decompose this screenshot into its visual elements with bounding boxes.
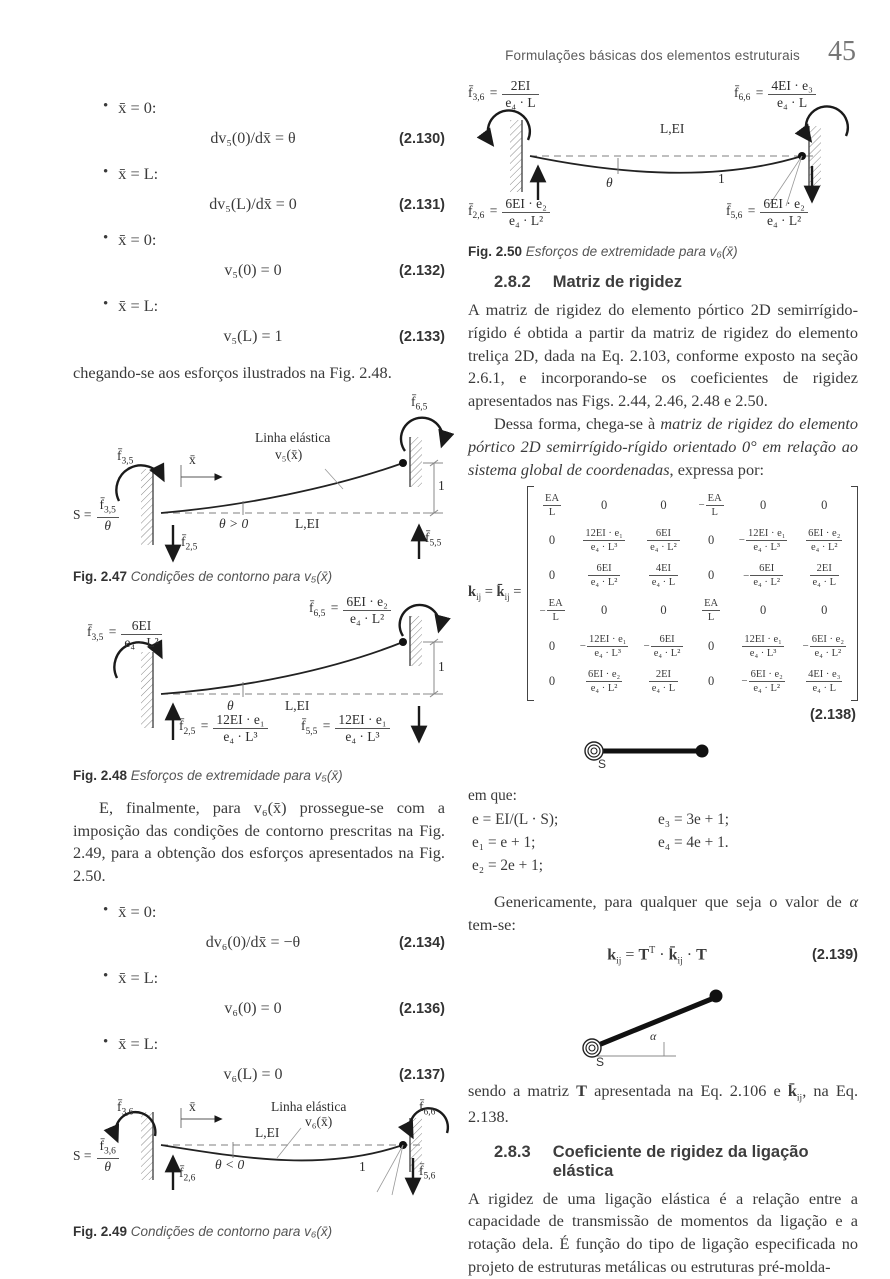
equation-2-139 xyxy=(468,945,858,967)
equation: v₅(L) = 1 xyxy=(223,328,283,345)
equation: dv₅(0)/dx̄ = θ xyxy=(210,130,296,147)
alpha-angle-label: α xyxy=(650,1029,657,1044)
force-label: $f̄_{5,5}$ = $\frac{\text{12EI · e₁}}{\text{e₄ · L³}}$ xyxy=(301,712,390,745)
matrix-cell: 0 xyxy=(548,638,556,653)
force-label: $f̄_{2,6}$ = $\frac{\text{6EI · e₂}}{\text{e₄ · L²}}$ xyxy=(468,196,550,229)
condition-bullet xyxy=(73,968,445,988)
matrix-cell: 0 xyxy=(759,497,767,512)
equation-number: (2.139) xyxy=(812,947,858,964)
paragraph: Dessa forma, chega-se à matriz de rigidez do elemento pórtico 2D semirrígido-rígido orientado 0° em relação ao sistema global de coordenadas, expressa por: xyxy=(468,414,858,479)
matrix-cell: 4EI · e₃ e₄ · L xyxy=(808,668,841,694)
equation-row xyxy=(73,196,445,214)
equation-number: (2.136) xyxy=(399,1001,445,1018)
equation-row xyxy=(73,1000,445,1018)
paragraph: chegando-se aos esforços ilustrados na Fig. 2.48. xyxy=(73,363,392,382)
matrix-cell: 0 xyxy=(821,603,828,618)
running-head xyxy=(505,36,856,68)
condition-bullet xyxy=(73,230,445,250)
matrix-cell: 0 xyxy=(707,532,715,547)
bullet-icon: • xyxy=(103,296,109,312)
paragraph: Genericamente, para qualquer que seja o valor de α tem-se: xyxy=(468,892,858,934)
fig-2-47-diagram xyxy=(73,393,445,567)
section-heading-2-8-3 xyxy=(468,1143,858,1181)
condition-bullet xyxy=(73,296,445,316)
definitions-col-2 xyxy=(658,811,729,875)
equation-number: (2.131) xyxy=(399,197,445,213)
equation-number: (2.133) xyxy=(399,329,445,345)
definitions-block xyxy=(468,787,858,875)
matrix-cell: 0 xyxy=(600,603,608,618)
condition-bullet xyxy=(73,902,445,922)
equation: v₅(0) = 0 xyxy=(224,262,282,279)
beam-diagram-svg xyxy=(73,393,445,567)
stiffness-matrix-grid xyxy=(534,486,851,702)
matrix-cell: 0 xyxy=(660,603,667,618)
matrix-cell: 0 xyxy=(548,673,556,688)
span-label: L,EI xyxy=(285,697,310,713)
force-label: $f̄_{5,6}$ xyxy=(419,1163,436,1182)
moment-label: $f̄_{3,5}$ xyxy=(117,447,134,467)
condition-label: x̄ = 0: xyxy=(118,230,157,249)
matrix-cell: − $\frac{6EI}{\text{e₄ · L²}}$ xyxy=(644,633,684,660)
element-sketch-horizontal xyxy=(578,729,748,775)
matrix-cell: EA L xyxy=(704,598,719,624)
spring-stiffness-label: S = $\frac{f̄_{3,6}}{\theta}$ xyxy=(73,1138,119,1175)
moment-label: $f̄_{6,6}$ xyxy=(419,1099,436,1118)
equation-row xyxy=(73,262,445,280)
fig-2-49-diagram xyxy=(73,1100,445,1222)
figure-caption: Fig. 2.50 Esforços de extremidade para v₆(x̄) xyxy=(468,244,738,259)
condition-bullet xyxy=(73,164,445,184)
equation-number: (2.134) xyxy=(399,935,445,952)
moment-label: $f̄_{6,5}$ xyxy=(411,393,428,413)
matrix-cell: 2EI e₄ · L xyxy=(810,562,839,589)
equation-row xyxy=(73,1066,445,1084)
stiffness-matrix-equation xyxy=(468,486,858,702)
matrix-lhs: $k_{ij}$ = $k̄_{ij}$ = xyxy=(468,584,522,603)
matrix-cell: EA L xyxy=(545,492,560,518)
matrix-cell: − $\frac{\text{6EI · e₂}}{\text{e₄ · L²}}$ xyxy=(741,668,783,694)
matrix-cell: 0 xyxy=(707,568,715,583)
elastic-line-label: Linha elástica xyxy=(271,1099,347,1115)
equation: $k_{ij} = T^T$ · $k̄_{ij} \cdot T$ xyxy=(607,944,707,967)
equation-row xyxy=(73,328,445,346)
condition-label: x̄ = L: xyxy=(118,968,159,988)
matrix-cell: 12EI · e₁ e₄ · L³ xyxy=(585,527,623,553)
x-axis-label: x̄ xyxy=(189,1099,196,1115)
matrix-cell: − $\frac{6EI}{\text{e₄ · L²}}$ xyxy=(743,562,783,589)
matrix-cell: 12EI · e₁ e₄ · L³ xyxy=(744,633,782,659)
unit-dim-label: 1 xyxy=(438,477,445,493)
paragraph: E, finalmente, para v₆(x̄) prossegue-se com a imposição das condições de contorno prescritas na Fig. 2.49, para a obtenção dos esforços apresentados na Fig. 2.50. xyxy=(73,797,445,886)
matrix-cell: 0 xyxy=(707,673,715,688)
unit-dim-label: 1 xyxy=(438,658,445,674)
theta-label: θ xyxy=(227,697,234,713)
matrix-cell: 0 xyxy=(600,497,608,512)
moment-label: $f̄_{3,6}$ = $\frac{2EI}{\text{e₄ · L}}$ xyxy=(468,78,539,111)
span-label: L,EI xyxy=(295,515,320,531)
fig-2-50-diagram xyxy=(468,78,858,242)
matrix-cell: 6EI · e₂ e₄ · L² xyxy=(808,527,841,553)
equation: dv₅(L)/dx̄ = 0 xyxy=(209,196,297,213)
bullet-icon: • xyxy=(103,164,109,180)
equation: dv₆(0)/dx̄ = −θ xyxy=(205,934,301,952)
matrix-cell: 2EI e₄ · L xyxy=(649,668,678,695)
running-title: Formulações básicas dos elementos estruturais xyxy=(505,48,800,63)
boundary-conditions-v5 xyxy=(73,98,445,346)
spring-stiffness-label: S = $\frac{f̄_{3,5}}{\theta}$ xyxy=(73,497,119,534)
elastic-line-fn: v₆(x̄) xyxy=(305,1114,333,1130)
definition: e₁ = e + 1; xyxy=(472,834,536,851)
condition-label: x̄ = L: xyxy=(118,164,159,183)
figure-caption: Fig. 2.49 Condições de contorno para v₆(x̄) xyxy=(73,1224,333,1240)
force-label: $f̄_{2,5}$ = $\frac{\text{12EI · e₁}}{\text{e₄ · L³}}$ xyxy=(179,712,268,745)
matrix-cell: − $\frac{EA}{L}$ xyxy=(539,598,563,624)
definitions-intro: em que: xyxy=(468,787,517,804)
bullet-icon: • xyxy=(103,968,109,985)
equation-row xyxy=(73,130,445,148)
matrix-cell: − $\frac{EA}{L}$ xyxy=(698,492,722,518)
theta-label: θ > 0 xyxy=(219,515,249,531)
beam-diagram-svg xyxy=(73,1100,445,1222)
matrix-cell: 0 xyxy=(759,603,767,618)
bullet-icon: • xyxy=(103,1034,109,1051)
force-label: $f̄_{2,5}$ xyxy=(181,533,198,553)
theta-label: θ < 0 xyxy=(215,1157,245,1173)
equation-number: (2.138) xyxy=(810,707,856,723)
boundary-conditions-v6 xyxy=(73,902,445,1084)
definition: e₃ = 3e + 1; xyxy=(658,811,730,828)
matrix-cell: 0 xyxy=(548,532,556,547)
paragraph: A matriz de rigidez do elemento pórtico 2D semirrígido-rígido é obtida a partir da matriz de rigidez do elemento treliça 2D, dada na Eq. 2.103, conforme exposto na seção 2.6.1, e incorporando-se os coeficientes de rigidez apresentados nas Figs. 2.44, 2.46, 2.48 e 2.50. xyxy=(468,300,858,411)
element-sketch-inclined xyxy=(568,972,758,1072)
matrix-bracket-left xyxy=(527,486,534,702)
force-label: $f̄_{5,5}$ xyxy=(425,529,442,549)
condition-label: x̄ = L: xyxy=(118,296,159,315)
theta-label: θ xyxy=(606,175,613,190)
elastic-line-fn: v₅(x̄) xyxy=(275,446,303,462)
matrix-cell: − $\frac{\text{12EI · e₁}}{\text{e₄ · L³}}$ xyxy=(579,633,627,659)
bullet-icon: • xyxy=(103,98,109,114)
definitions-col-1 xyxy=(472,811,658,875)
equation-row xyxy=(73,934,445,952)
unit-dim-label: 1 xyxy=(718,171,725,186)
page-number: 45 xyxy=(828,36,856,67)
condition-label: x̄ = 0: xyxy=(118,902,157,922)
section-number: 2.8.3 xyxy=(494,1142,531,1161)
span-label: L,EI xyxy=(660,121,685,136)
matrix-cell: − $\frac{\text{12EI · e₁}}{\text{e₄ · L³}}$ xyxy=(738,527,786,553)
condition-bullet xyxy=(73,1034,445,1054)
paragraph: sendo a matriz T apresentada na Eq. 2.106 e $k̄_{ij}$, na Eq. 2.138. xyxy=(468,1081,859,1126)
moment-label: $f̄_{3,6}$ xyxy=(117,1099,134,1118)
equation-number: (2.137) xyxy=(399,1067,445,1084)
right-column xyxy=(468,78,858,1279)
definition: e₂ = 2e + 1; xyxy=(472,857,544,874)
moment-label: $f̄_{3,5}$ = $\frac{6EI}{\text{e₄ · L²}}$ xyxy=(87,618,162,651)
matrix-cell: 0 xyxy=(660,497,667,512)
moment-label: $f̄_{6,5}$ = $\frac{\text{6EI · e₂}}{\text{e₄ · L²}}$ xyxy=(309,594,391,627)
equation-number: (2.130) xyxy=(399,131,445,147)
elastic-line-label: Linha elástica xyxy=(255,429,331,445)
span-label: L,EI xyxy=(255,1125,280,1141)
section-title: Matriz de rigidez xyxy=(552,273,682,291)
definition: e = EI/(L · S); xyxy=(472,811,559,828)
force-label: $f̄_{5,6}$ = $\frac{\text{6EI · e₂}}{\text{e₄ · L²}}$ xyxy=(726,196,808,229)
italic-phrase: matriz de rigidez do elemento pórtico 2D semirrígido-rígido orientado 0° em relação ao sistema global de coordenadas xyxy=(468,414,858,479)
matrix-cell: 6EI · e₂ e₄ · L² xyxy=(587,668,621,694)
force-label: $f̄_{2,6}$ xyxy=(179,1165,196,1184)
matrix-cell: 0 xyxy=(821,497,828,512)
paragraph: A rigidez de uma ligação elástica é a relação entre a capacidade de transmissão de momentos da ligação e a rotação dela. É função do tipo de ligação especificada no projeto de estruturas metálicas ou estruturas pré-molda- xyxy=(468,1188,858,1276)
equation: v₆(L) = 0 xyxy=(223,1066,283,1084)
matrix-cell: − $\frac{\text{6EI · e₂}}{\text{e₄ · L²}}$ xyxy=(802,633,844,659)
fig-2-48-diagram xyxy=(73,594,445,766)
left-column xyxy=(73,84,445,1247)
definition: e₄ = 4e + 1. xyxy=(658,834,729,851)
equation: v₆(0) = 0 xyxy=(224,1000,282,1018)
section-heading-2-8-2 xyxy=(468,273,858,292)
unit-dim-label: 1 xyxy=(359,1159,366,1175)
figure-caption: Fig. 2.48 Esforços de extremidade para v₅(x̄) xyxy=(73,767,343,783)
matrix-cell: 6EI e₄ · L² xyxy=(588,562,621,589)
matrix-cell: 6EI e₄ · L² xyxy=(647,527,680,554)
figure-caption: Fig. 2.47 Condições de contorno para v₅(x̄) xyxy=(73,568,333,584)
bullet-icon: • xyxy=(103,230,109,246)
spring-label: S xyxy=(598,757,607,771)
matrix-cell: 0 xyxy=(707,638,715,653)
matrix-cell: 0 xyxy=(548,568,556,583)
equation-number: (2.132) xyxy=(399,263,445,279)
condition-label: x̄ = L: xyxy=(118,1034,159,1054)
x-axis-label: x̄ xyxy=(189,451,196,467)
matrix-bracket-right xyxy=(851,486,858,702)
spring-label: S xyxy=(596,1055,605,1070)
section-number: 2.8.2 xyxy=(494,273,531,291)
condition-bullet xyxy=(73,98,445,118)
bullet-icon: • xyxy=(103,902,109,919)
section-title: Coeficiente de rigidez da ligação elástica xyxy=(552,1142,809,1180)
matrix-cell: 4EI e₄ · L xyxy=(649,562,678,589)
alpha-symbol: α xyxy=(849,892,858,911)
moment-label: $f̄_{6,6}$ = $\frac{\text{4EI · e₃}}{\text{e₄ · L}}$ xyxy=(734,78,816,111)
condition-label: x̄ = 0: xyxy=(118,98,157,117)
